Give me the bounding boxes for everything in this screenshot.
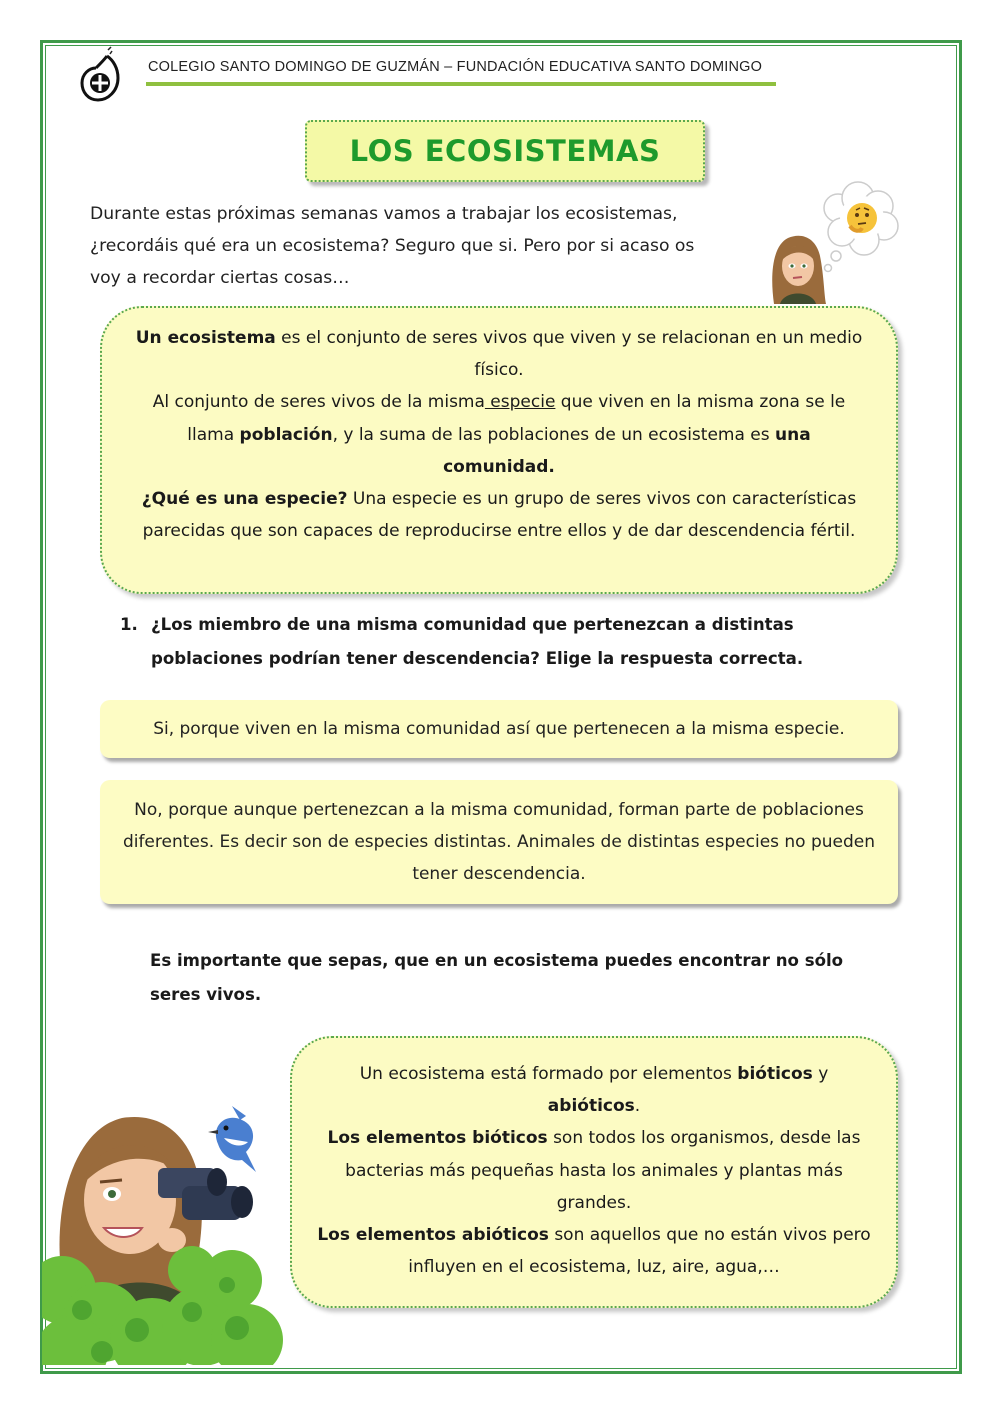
answer-option-text: Si, porque viven en la misma comunidad así que pertenecen a la misma especie.: [153, 719, 845, 739]
intro-paragraph: [90, 198, 770, 294]
important-note: Es importante que sepas, que en un ecosistema puedes encontrar no sólo seres vivos.: [150, 951, 844, 1004]
school-header: COLEGIO SANTO DOMINGO DE GUZMÁN – FUNDACIÓN EDUCATIVA SANTO DOMINGO: [148, 59, 763, 75]
term-species-underlined: especie: [484, 392, 556, 413]
definition-population-text: Al conjunto de seres vivos de la misma: [152, 392, 485, 413]
biotic-abiotic-box: [290, 1036, 898, 1308]
definition-ecosystem: [130, 322, 868, 386]
term-community: una comunidad.: [443, 424, 811, 477]
term-abiotic-elements: Los elementos abióticos: [317, 1225, 549, 1246]
intro-line: ¿recordáis qué era un ecosistema? Seguro que si. Pero por si acaso os: [90, 236, 695, 256]
term-biotic: bióticos: [737, 1064, 813, 1084]
definition-ecosystem-text: es el conjunto de seres vivos que viven y se relacionan en un medio físico.: [275, 328, 863, 381]
page-title: LOS ECOSISTEMAS: [349, 134, 661, 168]
intro-line: voy a recordar ciertas cosas…: [90, 268, 350, 288]
title-box: [305, 120, 705, 182]
definition-population-text: , y la suma de las poblaciones de un ecosistema es: [332, 424, 776, 445]
intro-line: Durante estas próximas semanas vamos a trabajar los ecosistemas,: [90, 204, 678, 224]
ecosystem-elements-text: Un ecosistema está formado por elementos: [359, 1064, 738, 1084]
abiotic-definition: [314, 1219, 874, 1283]
term-population: población: [239, 424, 333, 445]
definition-box: [100, 306, 898, 594]
abiotic-definition-text: son aquellos que no están vivos pero influyen en el ecosistema, luz, aire, agua,…: [408, 1225, 871, 1278]
term-biotic-elements: Los elementos bióticos: [327, 1128, 548, 1149]
definition-population: [130, 386, 868, 483]
biotic-definition: [314, 1122, 874, 1219]
question-number: 1.: [120, 615, 138, 634]
term-species-question: ¿Qué es una especie?: [141, 489, 348, 510]
header-divider: [146, 82, 776, 86]
term-abiotic: abióticos: [547, 1096, 635, 1117]
ecosystem-elements-text: y: [812, 1064, 829, 1084]
question-1: [120, 608, 850, 676]
thinking-avatar-icon: [766, 176, 906, 304]
biotic-definition-text: son todos los organismos, desde las bacterias más pequeñas hasta los animales y plantas más grandes.: [345, 1128, 861, 1213]
answer-option-2[interactable]: [100, 780, 898, 904]
question-text: ¿Los miembro de una misma comunidad que pertenezcan a distintas poblaciones podrían tener descendencia? Elige la respuesta correcta.: [151, 615, 804, 668]
school-logo-icon: [78, 46, 124, 104]
answer-option-text: No, porque aunque pertenezcan a la misma comunidad, forman parte de poblaciones diferentes. Es decir son de especies distintas. Animales de distintas especies no pueden tener descendencia.: [122, 800, 876, 884]
term-ecosystem: Un ecosistema: [135, 328, 276, 348]
ecosystem-elements: [314, 1058, 874, 1122]
definition-species: [130, 483, 868, 547]
binoculars-avatar-icon: [42, 1090, 288, 1365]
definition-species-text: Una especie es un grupo de seres vivos con características parecidas que son capaces de reproducirse entre ellos y de dar descendencia fértil.: [142, 489, 857, 542]
answer-option-1[interactable]: [100, 700, 898, 758]
ecosystem-elements-text: .: [634, 1096, 641, 1117]
definition-population-text: que viven en la misma zona se le llama: [187, 392, 846, 445]
